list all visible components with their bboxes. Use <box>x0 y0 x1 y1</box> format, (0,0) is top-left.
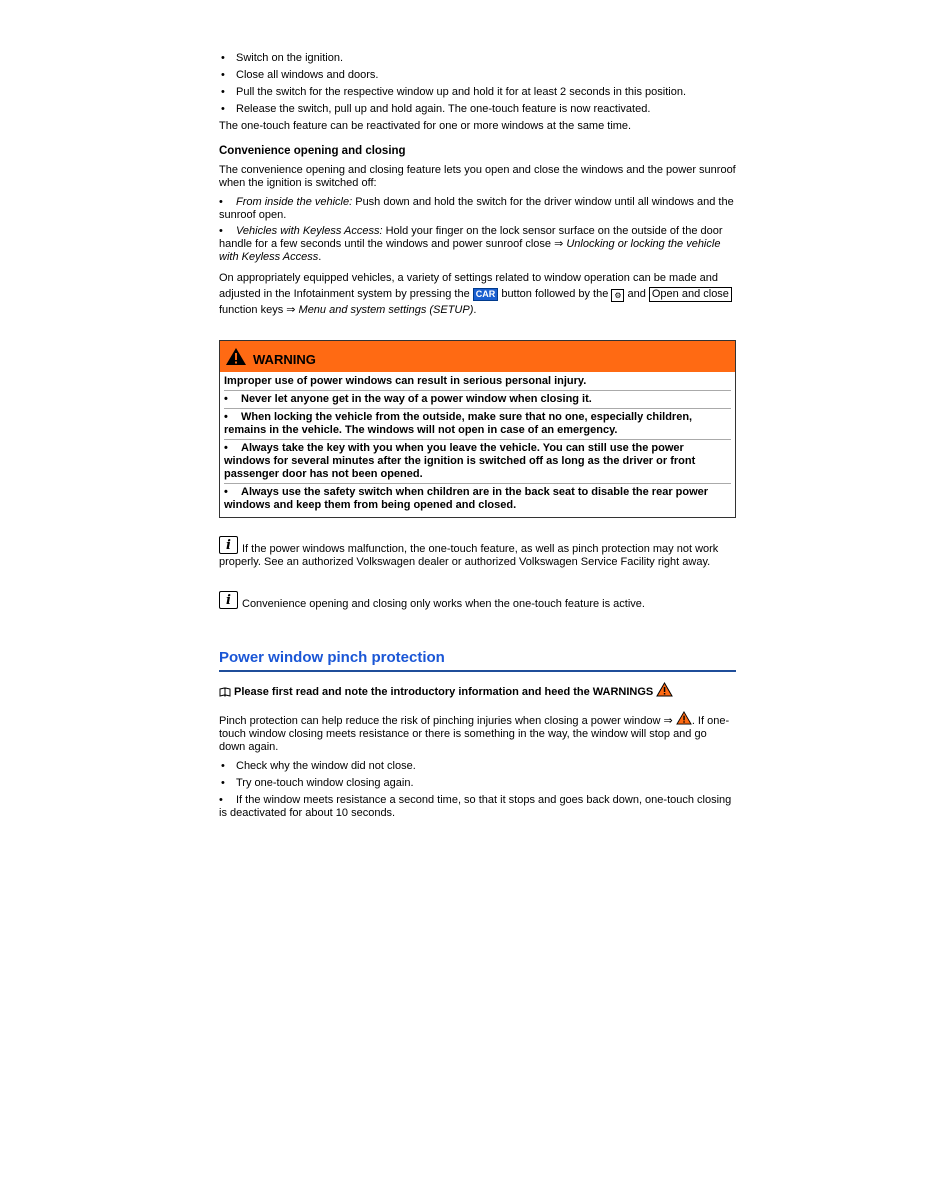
convenience-heading: Convenience opening and closing <box>219 145 406 157</box>
book-icon <box>219 687 231 697</box>
warning-title: WARNING <box>253 352 316 367</box>
settings-key-icon: ⚙ <box>611 289 624 302</box>
list-item: • Switch on the ignition. <box>219 52 736 65</box>
list-item: • If the window meets resistance a second time, so that it stops and goes back down, one-touch closing is deactivated for about 10 seconds. <box>219 794 732 819</box>
info-note: i Convenience opening and closing only works when the one-touch feature is active. <box>219 591 736 611</box>
list-item: • From inside the vehicle: Push down and hold the switch for the driver window until all windows and the sunroof open. <box>219 196 734 221</box>
read-first-notice: Please first read and note the introductory information and heed the WARNINGS <box>219 682 736 699</box>
warning-header <box>220 341 735 372</box>
list-item: • Release the switch, pull up and hold again. The one-touch feature is now reactivated. <box>219 103 736 116</box>
car-key: CAR <box>473 288 499 301</box>
open-close-key: Open and close <box>649 287 732 302</box>
warning-item: • Always take the key with you when you leave the vehicle. You can still use the power windows for several minutes after the ignition is switched off as long as the driver or front passenger door has not been opened. <box>224 442 731 484</box>
warning-triangle-icon <box>656 682 673 697</box>
list-item: • Close all windows and doors. <box>219 69 736 82</box>
item-text: Hold your finger on the lock sensor surface on the outside of the door handle for a few seconds until the windows and power sunroof close ⇒ <box>219 225 723 250</box>
warning-lead: Improper use of power windows can result in serious personal injury. <box>224 375 731 391</box>
list-item: • Check why the window did not close. <box>219 760 736 773</box>
cross-reference-link[interactable]: Unlocking or locking the vehicle with Keyless Access <box>219 238 721 263</box>
list-item: • Vehicles with Keyless Access: Hold your finger on the lock sensor surface on the outside of the door handle for a few seconds until the windows and power sunroof close ⇒ Unlocking or locking the vehicle with Keyless Access. <box>219 225 723 263</box>
reactivate-note: The one-touch feature can be reactivated for one or more windows at the same time. <box>219 120 632 132</box>
convenience-intro: The convenience opening and closing feature lets you open and close the windows and the power sunroof when the ignition is switched off: <box>219 164 736 189</box>
warning-icon <box>225 347 247 366</box>
section-title: Power window pinch protection <box>219 649 736 672</box>
info-icon: i <box>219 591 238 609</box>
settings-paragraph: On appropriately equipped vehicles, a variety of settings related to window operation can be made and adjusted in the Infotainment system by pressing the CAR button followed by the ⚙ and Open and close function keys ⇒ Menu and system settings (SETUP). <box>219 270 736 318</box>
warning-item: • When locking the vehicle from the outside, make sure that no one, especially children, remains in the vehicle. The windows will not open in case of an emergency. <box>224 411 731 440</box>
info-note: i If the power windows malfunction, the one-touch feature, as well as pinch protection may not work properly. See an authorized Volkswagen dealer or authorized Volkswagen Service Facility right away. <box>219 538 719 568</box>
item-text: Push down and hold the switch for the driver window until all windows and the sunroof open. <box>219 196 734 221</box>
cross-reference-link[interactable]: Menu and system settings (SETUP) <box>298 304 474 316</box>
item-label: From inside the vehicle: <box>236 196 353 208</box>
warning-body <box>220 372 735 517</box>
pinch-intro: Pinch protection can help reduce the risk of pinching injuries when closing a power window ⇒ . If one-touch window closing meets resistance or there is something in the way, the window will stop and go down again. <box>219 711 736 754</box>
warning-item: • Always use the safety switch when children are in the back seat to disable the rear power windows and keep them from being opened and closed. <box>224 486 709 511</box>
warning-box <box>219 340 736 518</box>
manual-page <box>219 52 736 823</box>
item-label: Vehicles with Keyless Access: <box>236 225 383 237</box>
info-icon: i <box>219 536 238 554</box>
warning-item: • Never let anyone get in the way of a power window when closing it. <box>224 393 731 409</box>
list-item: • Pull the switch for the respective window up and hold it for at least 2 seconds in this position. <box>219 86 736 99</box>
intro-steps <box>219 52 736 116</box>
list-item: • Try one-touch window closing again. <box>219 777 736 790</box>
warning-triangle-icon[interactable] <box>676 711 692 725</box>
